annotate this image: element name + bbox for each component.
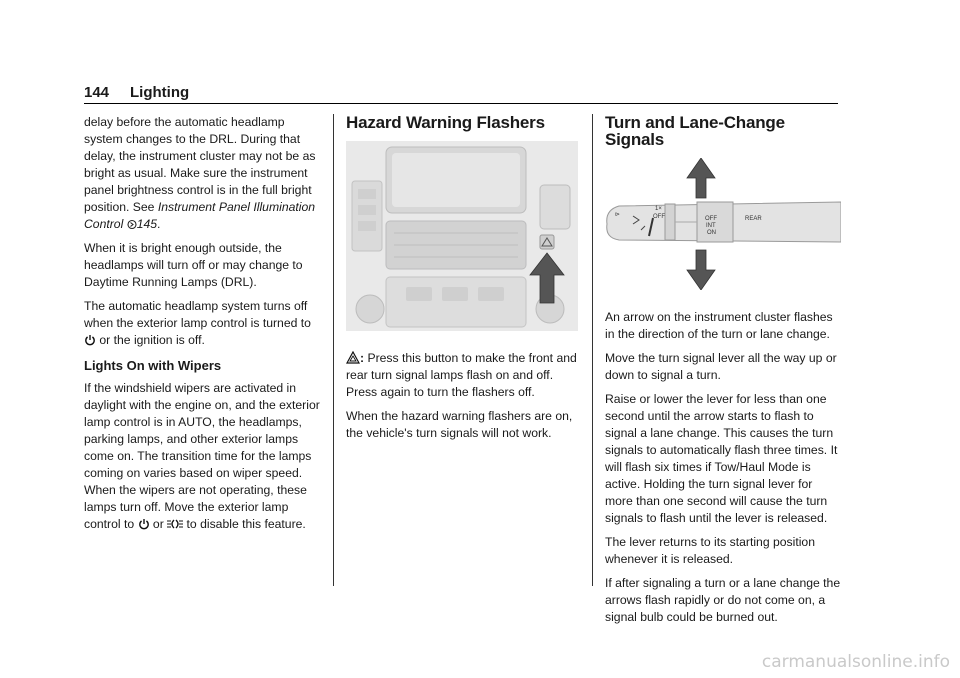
section-title: Lighting [130,84,190,101]
paragraph [346,350,580,401]
header-rule [84,103,838,104]
section-heading: Hazard Warning Flashers [346,113,545,132]
column-divider [592,114,593,586]
text: to disable this feature. [186,517,306,531]
column-divider [333,114,334,586]
paragraph: Raise or lower the lever for less than one second until the arrow starts to flash to signal a lane change. This causes the turn signals to automatically flash three times. It will flash six times if Tow/Haul Mode is active. Holding the turn signal lever for more than one second will cause the turn signals to flash until the lever is released. [605,392,838,525]
svg-text:⊳: ⊳ [615,211,621,218]
paragraph: If after signaling a turn or a lane change the arrows flash rapidly or do not come on, a signal bulb could be burned out. [605,576,841,624]
paragraph [84,298,324,349]
text: If the windshield wipers are activated in daylight with the engine on, and the exterior lamp control is in AUTO, the headlamps, parking lamps, and other exterior lamps come on. The transition time for the lamps coming on varies based on wiper speed. When the wipers are not operating, these lamps turn off. Move the exterior lamp control to [84,381,320,531]
column-1 [84,114,324,540]
lever-label: REAR [745,216,762,222]
section-heading: Turn and Lane-Change Signals [605,113,785,149]
watermark[interactable]: carmanualsonline.info [761,652,950,672]
page-number: 144 [84,84,110,101]
paragraph [84,380,324,533]
power-off-icon [84,334,96,346]
lever-label: OFF [653,214,665,220]
column-3 [605,114,841,633]
paragraph: The lever returns to its starting position whenever it is released. [605,535,815,566]
page-header [84,84,838,104]
paragraph: An arrow on the instrument cluster flashes in the direction of the turn or lane change. [605,310,833,341]
lever-label: OFF [705,216,717,222]
page-reference-icon [127,219,137,230]
paragraph [84,114,324,233]
text: delay before the automatic headlamp system changes to the DRL. During that delay, the instrument cluster may not be as bright as usual. Make sure the instrument panel brightness control is in the full bright position. See [84,115,316,214]
lever-label: INT [706,223,716,229]
text: Press this button to make the front and rear turn signal lamps flash on and off. Press again to turn the flashers off. [346,351,577,399]
hazard-button-figure [346,141,578,331]
column-2 [346,114,580,449]
cross-reference-link[interactable]: Instrument Panel Illumination Control [84,200,316,231]
lever-label: 1× [655,206,662,212]
power-off-icon [138,518,150,530]
hazard-triangle-icon [346,351,360,364]
text: The automatic headlamp system turns off when the exterior lamp control is turned to [84,299,311,330]
paragraph: When it is bright enough outside, the headlamps will turn off or may change to Daytime Running Lamps (DRL). [84,241,303,289]
text: . [157,217,161,231]
label: : [360,351,365,365]
lever-label: ON [707,230,716,236]
page-reference-number[interactable]: 145 [136,217,158,231]
subheading: Lights On with Wipers [84,358,222,373]
text: or [152,517,164,531]
lever-figure [605,158,841,290]
parking-lamp-icon [167,518,183,530]
text: or the ignition is off. [99,333,205,347]
paragraph: Move the turn signal lever all the way up or down to signal a turn. [605,351,837,382]
dashboard-illustration [346,141,580,336]
paragraph: When the hazard warning flashers are on, the vehicle's turn signals will not work. [346,409,573,440]
turn-signal-lever-illustration [605,158,841,295]
